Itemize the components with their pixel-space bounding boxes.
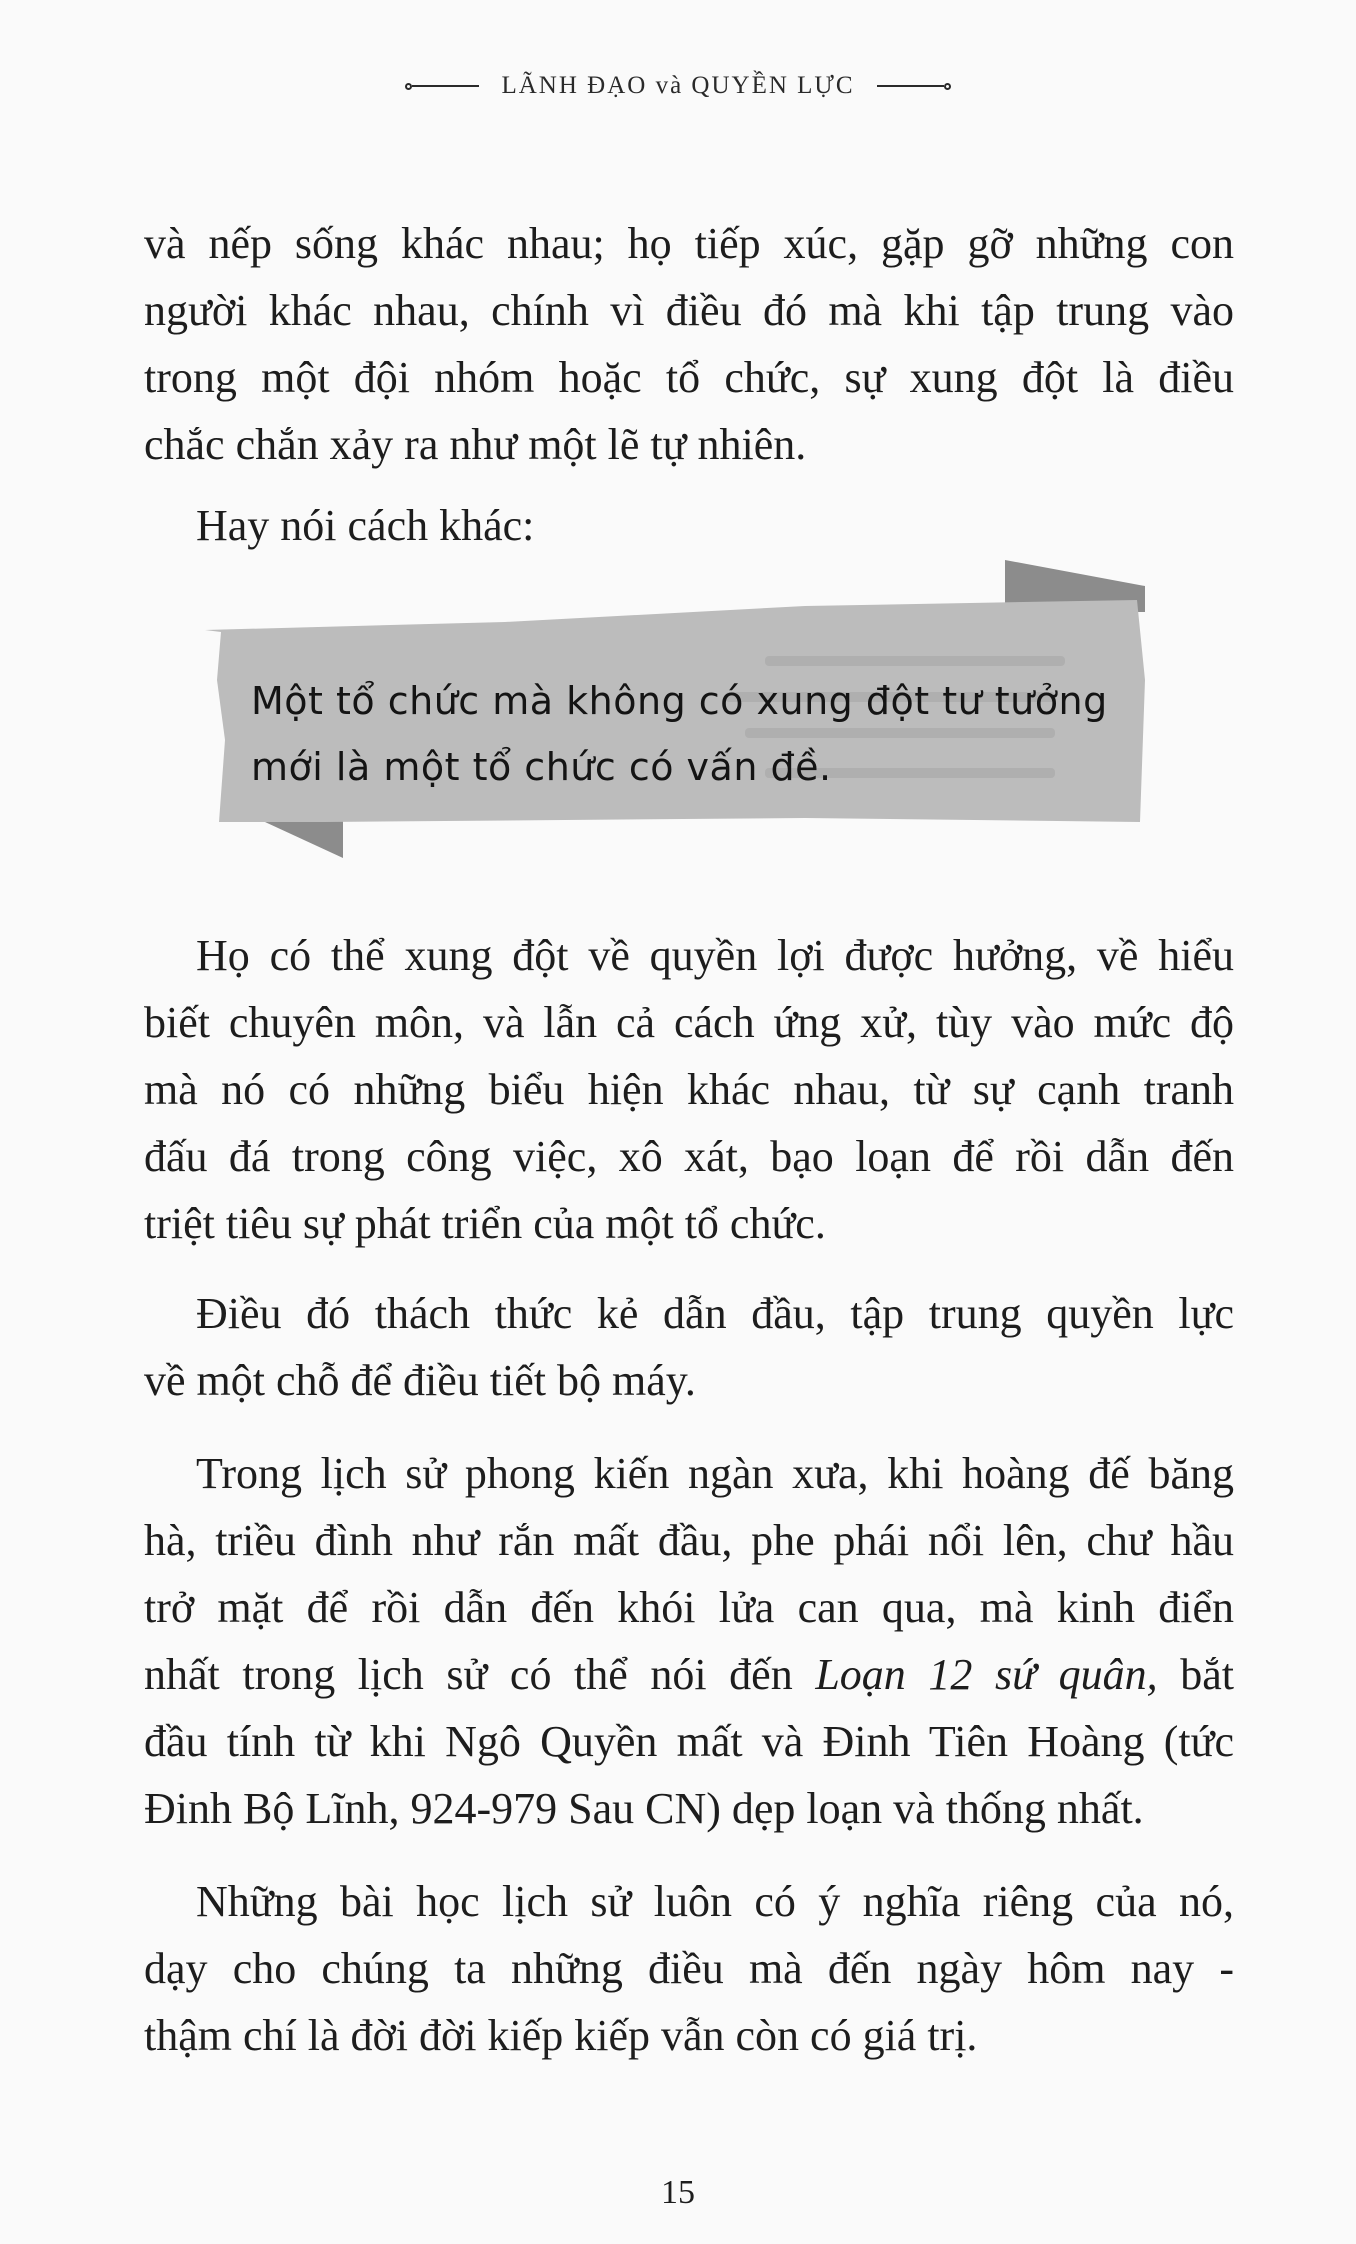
paragraph-line: Những bài học lịch sử luôn có ý nghĩa riêng của nó, [196,1877,1234,1926]
paragraph-line: Đinh Bộ Lĩnh, 924-979 Sau CN) dẹp loạn và thống nhất. [144,1784,1144,1833]
paragraph-line: Hay nói cách khác: [196,501,535,550]
paragraph-line: chắc chắn xảy ra như một lẽ tự nhiên. [144,420,807,469]
paragraph-line-with-italic [144,1641,1234,1708]
paragraph-line: dạy cho chúng ta những điều mà đến ngày hôm nay - [144,1944,1234,1993]
paragraph-line: mà nó có những biểu hiện khác nhau, từ sự cạnh tranh [144,1065,1234,1114]
paragraph-line: Trong lịch sử phong kiến ngàn xưa, khi hoàng đế băng [196,1449,1234,1498]
paragraph-text: nhất trong lịch sử có thể nói đến [144,1650,793,1699]
paragraph-line: triệt tiêu sự phát triển của một tổ chức. [144,1199,826,1248]
paragraph-line: về một chỗ để điều tiết bộ máy. [144,1356,696,1405]
paragraph-2 [144,492,1234,559]
paragraph-3 [144,922,1234,1257]
paragraph-5 [144,1440,1234,1842]
italic-title: Loạn 12 sứ quân, [815,1650,1158,1699]
paragraph-line: Điều đó thách thức kẻ dẫn đầu, tập trung quyền lực [196,1289,1234,1338]
paragraph-text: bắt [1180,1650,1235,1699]
paragraph-line: đấu đá trong công việc, xô xát, bạo loạn để rồi dẫn đến [144,1132,1234,1181]
paragraph-line: Họ có thể xung đột về quyền lợi được hưởng, về hiểu [196,931,1234,980]
paragraph-line: và nếp sống khác nhau; họ tiếp xúc, gặp gỡ những con [144,219,1234,268]
header-title: LÃNH ĐẠO và QUYỀN LỰC [501,72,855,99]
running-header [0,72,1356,100]
paragraph-4 [144,1280,1234,1414]
header-ornament-left [405,83,479,90]
paragraph-line: biết chuyên môn, và lẫn cả cách ứng xử, tùy vào mức độ [144,998,1234,1047]
paragraph-line: thậm chí là đời đời kiếp kiếp vẫn còn có giá trị. [144,2011,978,2060]
header-ornament-right [877,83,951,90]
paragraph-line: trong một đội nhóm hoặc tổ chức, sự xung đột là điều [144,353,1234,402]
paragraph-line: trở mặt để rồi dẫn đến khói lửa can qua, mà kinh điển [144,1583,1234,1632]
paragraph-6 [144,1868,1234,2069]
paragraph-line: người khác nhau, chính vì điều đó mà khi tập trung vào [144,286,1234,335]
page-number: 15 [661,2174,695,2211]
paragraph-1 [144,210,1234,478]
paragraph-line: hà, triều đình như rắn mất đầu, phe phái nổi lên, chư hầu [144,1516,1234,1565]
quote-line: mới là một tổ chức có vấn đề. [251,745,832,789]
quote-line: Một tổ chức mà không có xung đột tư tưởng [251,679,1108,723]
paragraph-line: đầu tính từ khi Ngô Quyền mất và Đinh Tiên Hoàng (tức [144,1717,1234,1766]
